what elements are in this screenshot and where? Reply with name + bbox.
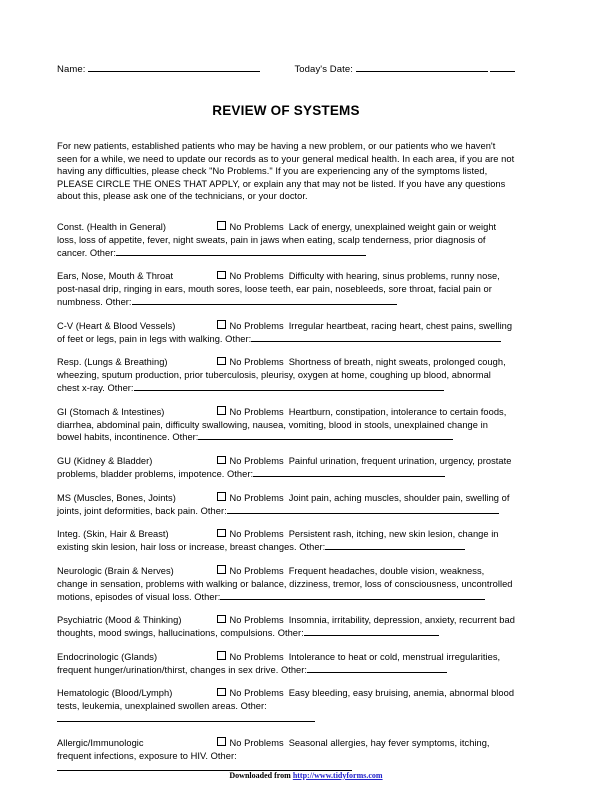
symptom-text: Insomnia, irritability, depression, anxiety, recurrent bad thoughts, mood swings, hallucinations, compulsions.	[57, 615, 515, 639]
symptom-text: Easy bleeding, easy bruising, anemia, abnormal blood tests, leukemia, unexplained swollen areas.	[57, 688, 515, 712]
system-section	[57, 687, 515, 725]
system-section	[57, 492, 515, 518]
system-section	[57, 270, 515, 308]
no-problems-label: No Problems	[229, 320, 284, 331]
other-label: Other:	[210, 750, 237, 761]
symptom-text: Irregular heartbeat, racing heart, chest pains, swelling of feet or legs, pain in legs with walking.	[57, 320, 513, 344]
no-problems-label: No Problems	[229, 529, 284, 540]
other-input-line[interactable]	[307, 664, 447, 673]
no-problems-label: No Problems	[229, 651, 284, 662]
system-section	[57, 406, 515, 444]
no-problems-label: No Problems	[229, 456, 284, 467]
no-problems-label: No Problems	[229, 271, 284, 282]
other-label: Other:	[277, 628, 304, 639]
no-problems-checkbox[interactable]	[217, 688, 226, 697]
no-problems-checkbox[interactable]	[217, 565, 226, 574]
other-label: Other:	[194, 591, 221, 602]
no-problems-checkbox[interactable]	[217, 320, 226, 329]
other-input-line[interactable]	[251, 333, 501, 342]
system-name: C-V (Heart & Blood Vessels)	[57, 320, 176, 331]
other-label: Other:	[227, 468, 254, 479]
system-name: Neurologic (Brain & Nerves)	[57, 565, 174, 576]
no-problems-label: No Problems	[229, 615, 284, 626]
system-section	[57, 528, 515, 554]
footer-prefix: Downloaded from	[229, 771, 293, 780]
system-section	[57, 455, 515, 481]
other-input-line[interactable]	[132, 296, 397, 305]
system-name: Resp. (Lungs & Breathing)	[57, 357, 168, 368]
other-label: Other:	[299, 542, 326, 553]
other-label: Other:	[89, 247, 116, 258]
symptom-text: Frequent headaches, double vision, weakness, change in sensation, problems with walking or balance, dizziness, tremor, loss of consciousness, uncontrolled motions, episodes of visual loss.	[57, 565, 513, 602]
intro-paragraph: For new patients, established patients who may be having a new problem, or our patients who we haven't seen for a while, we need to update our records as to your general medical health. In each area, if you are not having any difficulties, please check "No Problems." If you are experiencing any of the symptoms listed, PLEASE CIRCLE THE ONES THAT APPLY, or explain any that may not be listed. If you have any questions about this, please ask one of the technicians, or your doctor.	[57, 141, 515, 202]
no-problems-label: No Problems	[229, 737, 284, 748]
no-problems-checkbox[interactable]	[217, 271, 226, 280]
symptom-text: Persistent rash, itching, new skin lesion, change in existing skin lesion, hair loss or increase, breast changes.	[57, 529, 499, 553]
footer-url[interactable]: http://www.tidyforms.com	[292, 771, 383, 780]
systems-list	[57, 221, 515, 775]
system-section	[57, 737, 515, 775]
other-input-line[interactable]	[325, 541, 465, 550]
date-input-line-extra[interactable]	[490, 62, 515, 72]
system-name: Ears, Nose, Mouth & Throat	[57, 271, 174, 282]
other-input-line[interactable]	[57, 713, 315, 722]
other-label: Other:	[105, 296, 132, 307]
footer-attribution	[0, 771, 612, 780]
other-input-line[interactable]	[304, 627, 439, 636]
no-problems-checkbox[interactable]	[217, 615, 226, 624]
symptom-text: Intolerance to heat or cold, menstrual irregularities, frequent hunger/urination/thirst, changes in sex drive.	[57, 651, 501, 675]
system-name: MS (Muscles, Bones, Joints)	[57, 492, 176, 503]
other-input-line[interactable]	[134, 382, 444, 391]
other-label: Other:	[107, 382, 134, 393]
other-input-line[interactable]	[220, 591, 485, 600]
no-problems-checkbox[interactable]	[217, 737, 226, 746]
other-label: Other:	[280, 664, 308, 675]
system-name: Psychiatric (Mood & Thinking)	[57, 615, 182, 626]
page-title: REVIEW OF SYSTEMS	[212, 103, 360, 118]
name-label: Name:	[57, 64, 86, 75]
date-field[interactable]	[294, 62, 515, 75]
no-problems-checkbox[interactable]	[217, 406, 226, 415]
system-name: Integ. (Skin, Hair & Breast)	[57, 529, 169, 540]
no-problems-checkbox[interactable]	[217, 492, 226, 501]
patient-identity-row	[57, 62, 515, 80]
date-input-line[interactable]	[356, 62, 488, 72]
other-input-line[interactable]	[198, 431, 453, 440]
no-problems-checkbox[interactable]	[217, 357, 226, 366]
symptom-text: Shortness of breath, night sweats, prolonged cough, wheezing, sputum production, prior tuberculosis, pleurisy, oxygen at home, coughing up blood, abnormal chest x-ray.	[57, 357, 506, 393]
other-label: Other:	[172, 432, 199, 443]
no-problems-checkbox[interactable]	[217, 456, 226, 465]
no-problems-label: No Problems	[229, 492, 284, 503]
system-section	[57, 651, 515, 677]
name-input-line[interactable]	[88, 62, 260, 72]
no-problems-label: No Problems	[229, 221, 284, 232]
system-name: GU (Kidney & Bladder)	[57, 456, 153, 467]
symptom-text: Joint pain, aching muscles, shoulder pain, swelling of joints, joint deformities, back pain.	[57, 492, 510, 516]
date-label: Today's Date:	[294, 64, 353, 75]
no-problems-checkbox[interactable]	[217, 529, 226, 538]
no-problems-label: No Problems	[229, 406, 284, 417]
system-name: Endocrinologic (Glands)	[57, 651, 158, 662]
other-input-line[interactable]	[116, 247, 366, 256]
no-problems-checkbox[interactable]	[217, 651, 226, 660]
system-name: Const. (Health in General)	[57, 221, 167, 232]
symptom-text: Lack of energy, unexplained weight gain or weight loss, loss of appetite, fever, night sweats, pain in jaws when eating, scalp tenderness, prior diagnosis of cancer.	[57, 221, 497, 258]
symptom-text: Painful urination, frequent urination, urgency, prostate problems, bladder problems, impotence.	[57, 456, 512, 479]
other-input-line[interactable]	[253, 468, 445, 477]
other-label: Other:	[225, 333, 252, 344]
no-problems-label: No Problems	[229, 565, 284, 576]
no-problems-label: No Problems	[229, 357, 284, 368]
other-label: Other:	[240, 701, 267, 712]
system-name: Allergic/Immunologic	[57, 737, 144, 748]
system-section	[57, 614, 515, 640]
system-section	[57, 221, 515, 259]
system-name: Hematologic (Blood/Lymph)	[57, 688, 173, 699]
other-input-line[interactable]	[227, 505, 499, 514]
symptom-text: Difficulty with hearing, sinus problems, runny nose, post-nasal drip, ringing in ears, mouth sores, loose teeth, ear pain, nosebleeds, sore throat, facial pain or numbness.	[57, 271, 500, 307]
system-name: GI (Stomach & Intestines)	[57, 406, 165, 417]
no-problems-label: No Problems	[229, 688, 284, 699]
symptom-text: Seasonal allergies, hay fever symptoms, itching, frequent infections, exposure to HIV.	[57, 737, 490, 761]
symptom-text: Heartburn, constipation, intolerance to certain foods, diarrhea, abdominal pain, difficulty swallowing, nausea, vomiting, blood in stools, unexplained change in bowel habits, incontinence.	[57, 406, 507, 443]
no-problems-checkbox[interactable]	[217, 221, 226, 230]
system-section	[57, 320, 515, 346]
name-field[interactable]	[57, 62, 260, 75]
system-section	[57, 356, 515, 394]
system-section	[57, 565, 515, 603]
document-content	[57, 62, 515, 786]
other-label: Other:	[200, 505, 227, 516]
